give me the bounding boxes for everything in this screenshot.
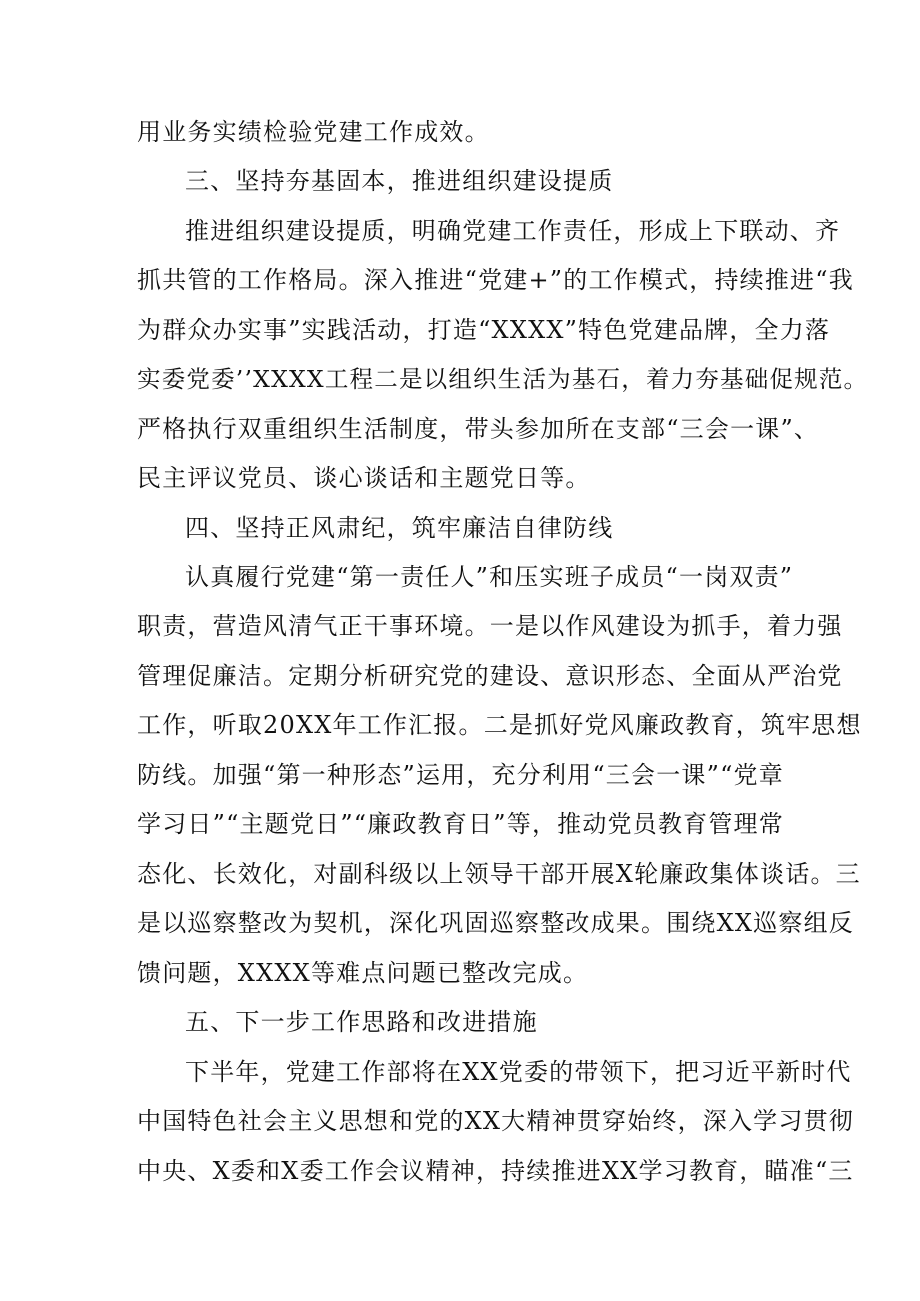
text-line: 防线。加强“第一种形态”运用，充分利用“三会一课”“党章 (137, 761, 784, 789)
section-heading-4: 四、坚持正风肃纪，筑牢廉洁自律防线 (185, 514, 614, 542)
text-line: 职责，营造风清气正干事环境。一是以作风建设为抓手，着力强 (137, 612, 843, 640)
text-line: 用业务实绩检验党建工作成效。 (137, 118, 490, 146)
text-line: 馈问题，XXXX等难点问题已整改完成。 (137, 959, 589, 987)
text-line: 严格执行双重组织生活制度，带头参加所在支部“三会一课”、 (137, 415, 820, 443)
text-line: 学习日”“主题党日”“廉政教育日”等，推动党员教育管理常 (137, 810, 784, 838)
text-line: 实委党委’’XXXX工程二是以组织生活为基石，着力夯基础促规范。 (137, 365, 869, 393)
text-line: 认真履行党建“第一责任人”和压实班子成员“一岗双责” (185, 563, 794, 591)
section-heading-3: 三、坚持夯基固本，推进组织建设提质 (185, 167, 614, 195)
text-line: 中国特色社会主义思想和党的XX大精神贯穿始终，深入学习贯彻 (137, 1107, 854, 1135)
text-line: 管理促廉洁。定期分析研究党的建设、意识形态、全面从严治党 (137, 662, 843, 690)
text-line: 抓共管的工作格局。深入推进“党建+”的工作模式，持续推进“我 (137, 266, 854, 294)
text-line: 为群众办实事”实践活动，打造“XXXX”特色党建品牌，全力落 (137, 316, 831, 344)
text-line: 推进组织建设提质，明确党建工作责任，形成上下联动、齐 (185, 217, 841, 245)
text-line: 民主评议党员、谈心谈话和主题党日等。 (137, 464, 591, 492)
text-line: 是以巡察整改为契机，深化巩固巡察整改成果。围绕XX巡察组反 (137, 909, 854, 937)
text-line: 下半年，党建工作部将在XX党委的带领下，把习近平新时代 (185, 1058, 852, 1086)
text-line: 工作，听取20XX年工作汇报。二是抓好党风廉政教育，筑牢思想 (137, 711, 862, 739)
text-line: 中央、X委和X委工作会议精神，持续推进XX学习教育，瞄准“三 (137, 1157, 854, 1185)
text-line: 态化、长效化，对副科级以上领导干部开展X轮廉政集体谈话。三 (137, 860, 861, 888)
section-heading-5: 五、下一步工作思路和改进措施 (185, 1008, 538, 1036)
